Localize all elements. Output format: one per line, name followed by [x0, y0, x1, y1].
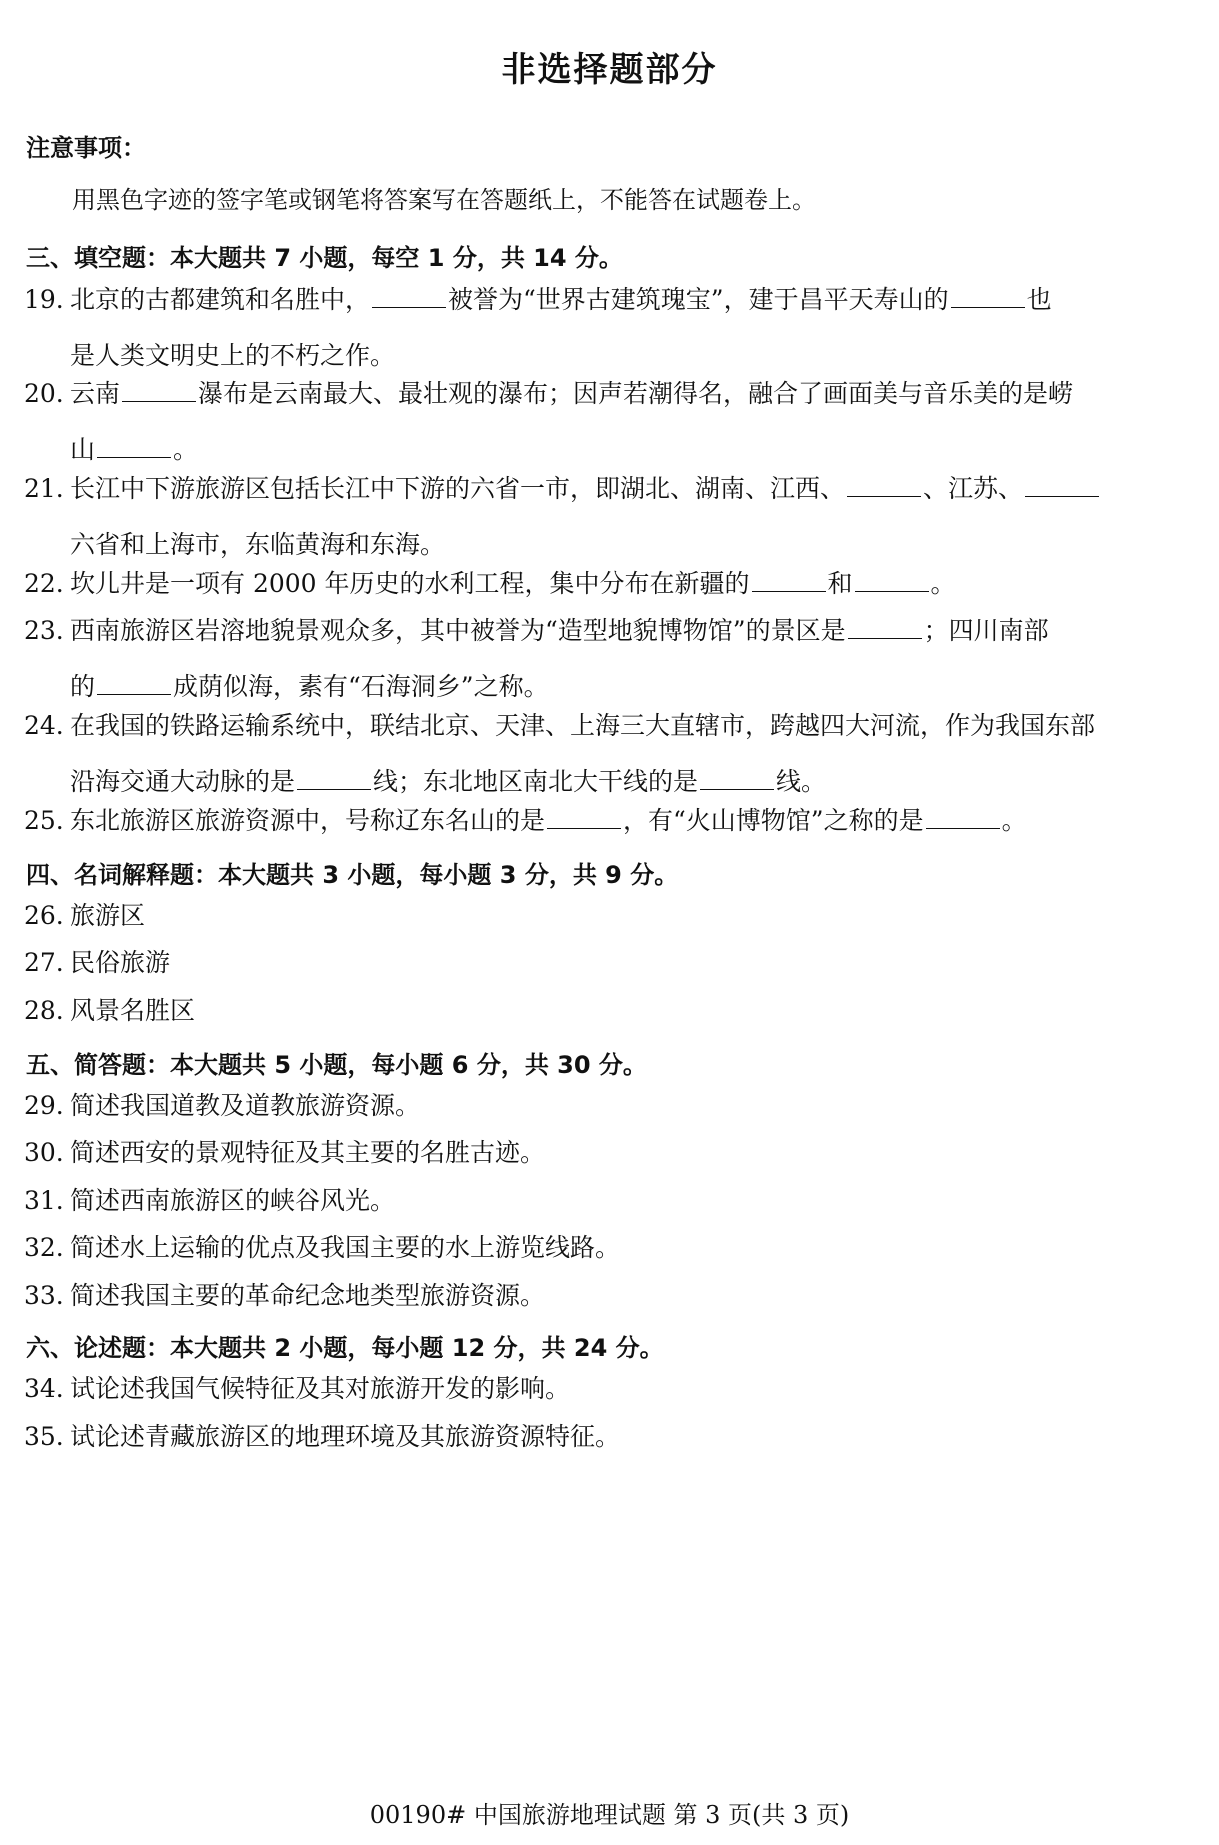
question-number: 20.	[24, 379, 64, 408]
question-number: 23.	[24, 616, 64, 645]
section-heading-fill: 三、填空题：本大题共 7 小题，每空 1 分，共 14 分。	[26, 244, 623, 272]
question-number: 34.	[24, 1374, 64, 1403]
question-text: 试论述我国气候特征及其对旅游开发的影响。	[70, 1374, 571, 1403]
question-text: 简述西南旅游区的峡谷风光。	[70, 1186, 396, 1215]
section-heading-essay: 六、论述题：本大题共 2 小题，每小题 12 分，共 24 分。	[26, 1334, 664, 1362]
question-number: 32.	[24, 1233, 64, 1262]
question-continuation: 六省和上海市，东临黄海和东海。	[70, 530, 446, 559]
question-text: 沿海交通大动脉的是	[70, 767, 296, 796]
question-text: 旅游区	[70, 901, 146, 930]
question-text: 长江中下游旅游区包括长江中下游的六省一市，即湖北、湖南、江西、	[70, 474, 846, 503]
question-number: 26.	[24, 901, 64, 930]
question-text: 简述水上运输的优点及我国主要的水上游览线路。	[70, 1233, 621, 1262]
answer-blank	[297, 788, 371, 790]
question-text: 成荫似海，素有“石海洞乡”之称。	[173, 672, 549, 701]
question-number: 25.	[24, 806, 64, 835]
question-text: 简述我国主要的革命纪念地类型旅游资源。	[70, 1281, 546, 1310]
page-title: 非选择题部分	[501, 50, 718, 90]
question-text: 东北旅游区旅游资源中，号称辽东名山的是	[70, 806, 546, 835]
question-text: 云南	[70, 379, 121, 408]
question-text: 和	[827, 569, 853, 598]
section-heading-short: 五、简答题：本大题共 5 小题，每小题 6 分，共 30 分。	[26, 1051, 647, 1079]
question-text: 线。	[776, 767, 827, 796]
question-number: 30.	[24, 1138, 64, 1167]
question-text: 瀑布是云南最大、最壮观的瀑布；因声若潮得名，融合了画面美与音乐美的是崂	[198, 379, 1074, 408]
answer-blank	[848, 637, 922, 639]
question-text: 简述西安的景观特征及其主要的名胜古迹。	[70, 1138, 546, 1167]
question-text: 。	[930, 569, 956, 598]
answer-blank	[855, 590, 929, 592]
question-text: 山	[70, 435, 96, 464]
notice-body: 用黑色字迹的签字笔或钢笔将答案写在答题纸上，不能答在试题卷上。	[72, 186, 816, 214]
question-35	[24, 1409, 1202, 1465]
question-number: 19.	[24, 285, 64, 314]
question-text: ，有“火山博物馆”之称的是	[623, 806, 924, 835]
question-text: 线；东北地区南北大干线的是	[373, 767, 699, 796]
question-text: 、江苏、	[923, 474, 1024, 503]
question-text: 民俗旅游	[70, 948, 171, 977]
question-number: 31.	[24, 1186, 64, 1215]
question-25	[24, 793, 1202, 849]
answer-blank	[372, 306, 446, 308]
answer-blank	[700, 788, 774, 790]
answer-blank	[97, 456, 171, 458]
answer-blank	[97, 693, 171, 695]
answer-blank	[547, 827, 621, 829]
question-text: 北京的古都建筑和名胜中，	[70, 285, 371, 314]
answer-blank	[122, 400, 196, 402]
question-number: 29.	[24, 1091, 64, 1120]
question-text: 的	[70, 672, 96, 701]
question-number: 24.	[24, 711, 64, 740]
section-heading-terms: 四、名词解释题：本大题共 3 小题，每小题 3 分，共 9 分。	[26, 861, 679, 889]
answer-blank	[847, 495, 921, 497]
question-text: 风景名胜区	[70, 996, 196, 1025]
question-text: 也	[1026, 285, 1052, 314]
question-text: 坎儿井是一项有 2000 年历史的水利工程，集中分布在新疆的	[70, 569, 750, 598]
answer-blank	[926, 827, 1000, 829]
question-text: 。	[173, 435, 199, 464]
notice-heading: 注意事项：	[26, 134, 146, 162]
question-text: 简述我国道教及道教旅游资源。	[70, 1091, 421, 1120]
answer-blank	[752, 590, 826, 592]
question-number: 33.	[24, 1281, 64, 1310]
question-text: 西南旅游区岩溶地貌景观众多，其中被誉为“造型地貌博物馆”的景区是	[70, 616, 846, 645]
answer-blank	[1025, 495, 1099, 497]
question-number: 27.	[24, 948, 64, 977]
question-text: 。	[1001, 806, 1027, 835]
question-text: 试论述青藏旅游区的地理环境及其旅游资源特征。	[70, 1422, 621, 1451]
question-text: ；四川南部	[923, 616, 1049, 645]
question-text: 在我国的铁路运输系统中，联结北京、天津、上海三大直辖市，跨越四大河流，作为我国东部	[70, 711, 1096, 740]
answer-blank	[951, 306, 1025, 308]
question-28	[24, 983, 1202, 1039]
question-number: 28.	[24, 996, 64, 1025]
question-text: 被誉为“世界古建筑瑰宝”，建于昌平天寿山的	[448, 285, 949, 314]
question-33	[24, 1268, 1202, 1324]
question-number: 35.	[24, 1422, 64, 1451]
page-footer: 00190# 中国旅游地理试题 第 3 页(共 3 页)	[369, 1801, 850, 1829]
question-number: 21.	[24, 474, 64, 503]
question-continuation: 是人类文明史上的不朽之作。	[70, 341, 396, 370]
question-number: 22.	[24, 569, 64, 598]
